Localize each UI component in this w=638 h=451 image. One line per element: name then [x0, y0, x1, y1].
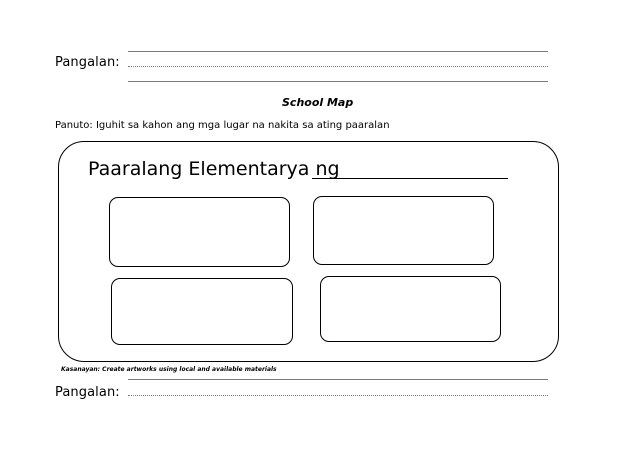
drawing-box-bottom-left[interactable]	[111, 278, 293, 345]
worksheet-title: School Map	[282, 96, 354, 109]
drawing-box-top-right[interactable]	[313, 196, 494, 265]
header-name-label: Pangalan:	[55, 55, 120, 70]
header-line-top	[128, 51, 548, 52]
drawing-box-top-left[interactable]	[109, 197, 290, 267]
header-name-field[interactable]	[128, 66, 548, 67]
footer-name-field[interactable]	[128, 395, 548, 396]
skill-footnote: Kasanayan: Create artworks using local and available materials	[61, 366, 277, 373]
drawing-box-bottom-right[interactable]	[320, 276, 501, 342]
footer-line-top	[128, 379, 548, 380]
worksheet-instruction: Panuto: Iguhit sa kahon ang mga lugar na nakita sa ating paaralan	[55, 120, 390, 131]
school-name-label: Paaralang Elementarya ng	[88, 158, 340, 180]
school-name-blank[interactable]	[312, 178, 508, 179]
footer-name-label: Pangalan:	[55, 385, 120, 400]
header-line-bottom	[128, 81, 548, 82]
